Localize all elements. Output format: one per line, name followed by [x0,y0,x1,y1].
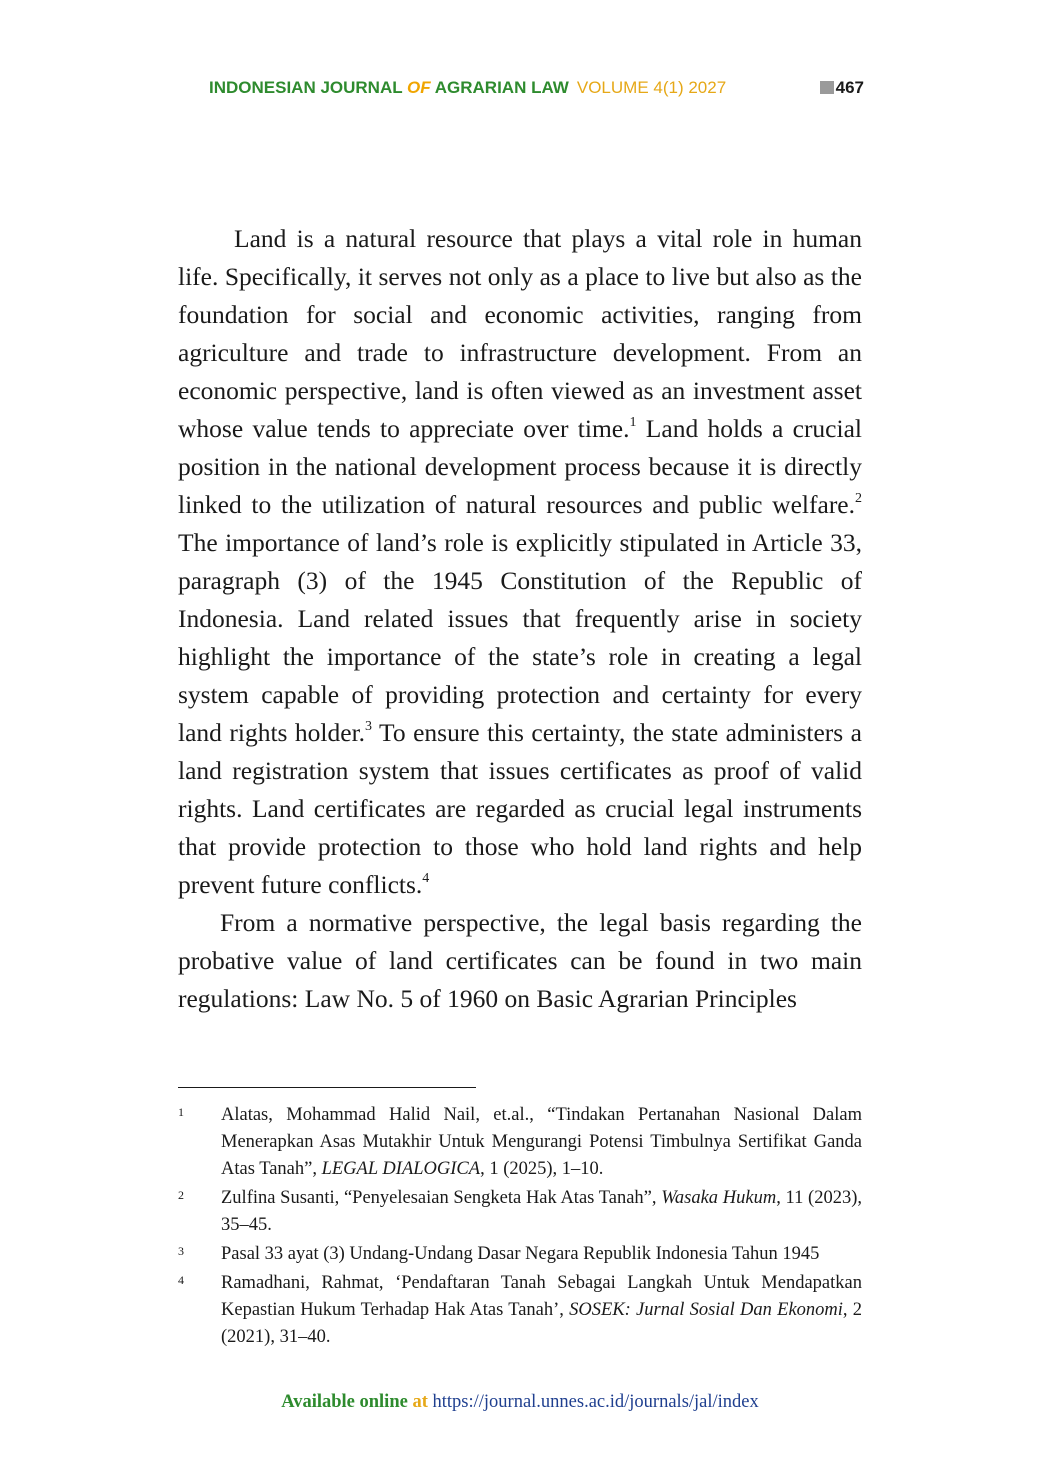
footnote-1 [178,1102,862,1183]
footnote-journal-title: SOSEK: Jurnal Sosial Dan Ekonomi [569,1300,843,1320]
footnote-citation-tail: , 1 (2025), 1–10. [480,1159,604,1179]
footnote-4 [178,1270,862,1351]
footnote-journal-title: LEGAL DIALOGICA [321,1159,481,1179]
page-footer [0,1392,1040,1413]
footnote-journal-title: Wasaka Hukum [661,1188,777,1208]
footnote-3 [178,1241,862,1268]
square-marker-icon [820,81,834,94]
footnote-number: 3 [178,1244,184,1258]
journal-name-of: OF [407,78,431,97]
paragraph-1-text-b: Land holds a crucial position in the national development process because it is directly linked to the utilization of natural resources and public welfare. [178,414,862,519]
page-number: 467 [835,78,864,97]
footnote-text: Ramadhani, Rahmat, ‘Pendaftaran Tanah Sebagai Langkah Untuk Mendapatkan Kepastian Hukum Terhadap Hak Atas Tanah’, [221,1273,862,1320]
footnotes [178,1102,862,1353]
journal-name-end: AGRARIAN LAW [430,78,569,97]
journal-name [209,78,569,97]
footer-available-label: Available online [281,1392,408,1412]
paragraph-1-text-a: Land is a natural resource that plays a vital role in human life. Specifically, it serves not only as a place to live but also as the foundation for social and economic activities, ranging from agriculture and trade to infrastructure development. From an economic perspective, land is often viewed as an investment asset whose value tends to appreciate over time. [178,224,862,443]
footer-at-label: at [407,1392,433,1412]
running-head [209,75,864,101]
footnote-citation-tail: , 2 (2021), 31–40. [221,1300,863,1347]
paragraph-1-text-c: The importance of land’s role is explicitly stipulated in Article 33, paragraph (3) of the 1945 Constitution of the Republic of Indonesia. Land related issues that frequently arise in society highlight the importance of the state’s role in creating a legal system capable of providing protection and certainty for every land rights holder. [178,528,862,747]
paragraph-1 [178,220,862,904]
footnote-ref-2[interactable]: 2 [855,491,862,506]
footnote-ref-3[interactable]: 3 [365,719,373,734]
footnote-number: 1 [178,1105,184,1119]
page-number-block [820,75,864,101]
journal-volume: VOLUME 4(1) 2027 [576,78,727,97]
journal-url-link[interactable]: https://journal.unnes.ac.id/journals/jal/index [432,1392,759,1412]
paragraph-1-text-d: To ensure this certainty, the state administers a land registration system that issues certificates as proof of valid rights. Land certificates are regarded as crucial legal instruments that provide protection to those who hold land rights and help prevent future conflicts. [178,718,862,899]
footnote-number: 4 [178,1273,184,1287]
footnote-divider [178,1087,476,1088]
paragraph-2: From a normative perspective, the legal basis regarding the probative value of land certificates can be found in two main regulations: Law No. 5 of 1960 on Basic Agrarian Principles [178,908,862,1013]
footnote-text: Alatas, Mohammad Halid Nail, et.al., “Tindakan Pertanahan Nasional Dalam Menerapkan Asas Mutakhir Untuk Mengurangi Potensi Timbulnya Sertifikat Ganda Atas Tanah”, [221,1105,862,1179]
journal-name-start: INDONESIAN JOURNAL [209,78,408,97]
footnote-number: 2 [178,1188,184,1202]
footnote-ref-1[interactable]: 1 [629,415,637,430]
footnote-text: Zulfina Susanti, “Penyelesaian Sengketa Hak Atas Tanah”, [221,1188,662,1208]
body-text [178,220,862,1018]
footnote-citation-tail: , 11 (2023), 35–45. [221,1188,862,1235]
footnote-ref-4[interactable]: 4 [422,871,430,886]
footnote-text: Pasal 33 ayat (3) Undang-Undang Dasar Negara Republik Indonesia Tahun 1945 [221,1244,820,1264]
footnote-2 [178,1185,862,1239]
